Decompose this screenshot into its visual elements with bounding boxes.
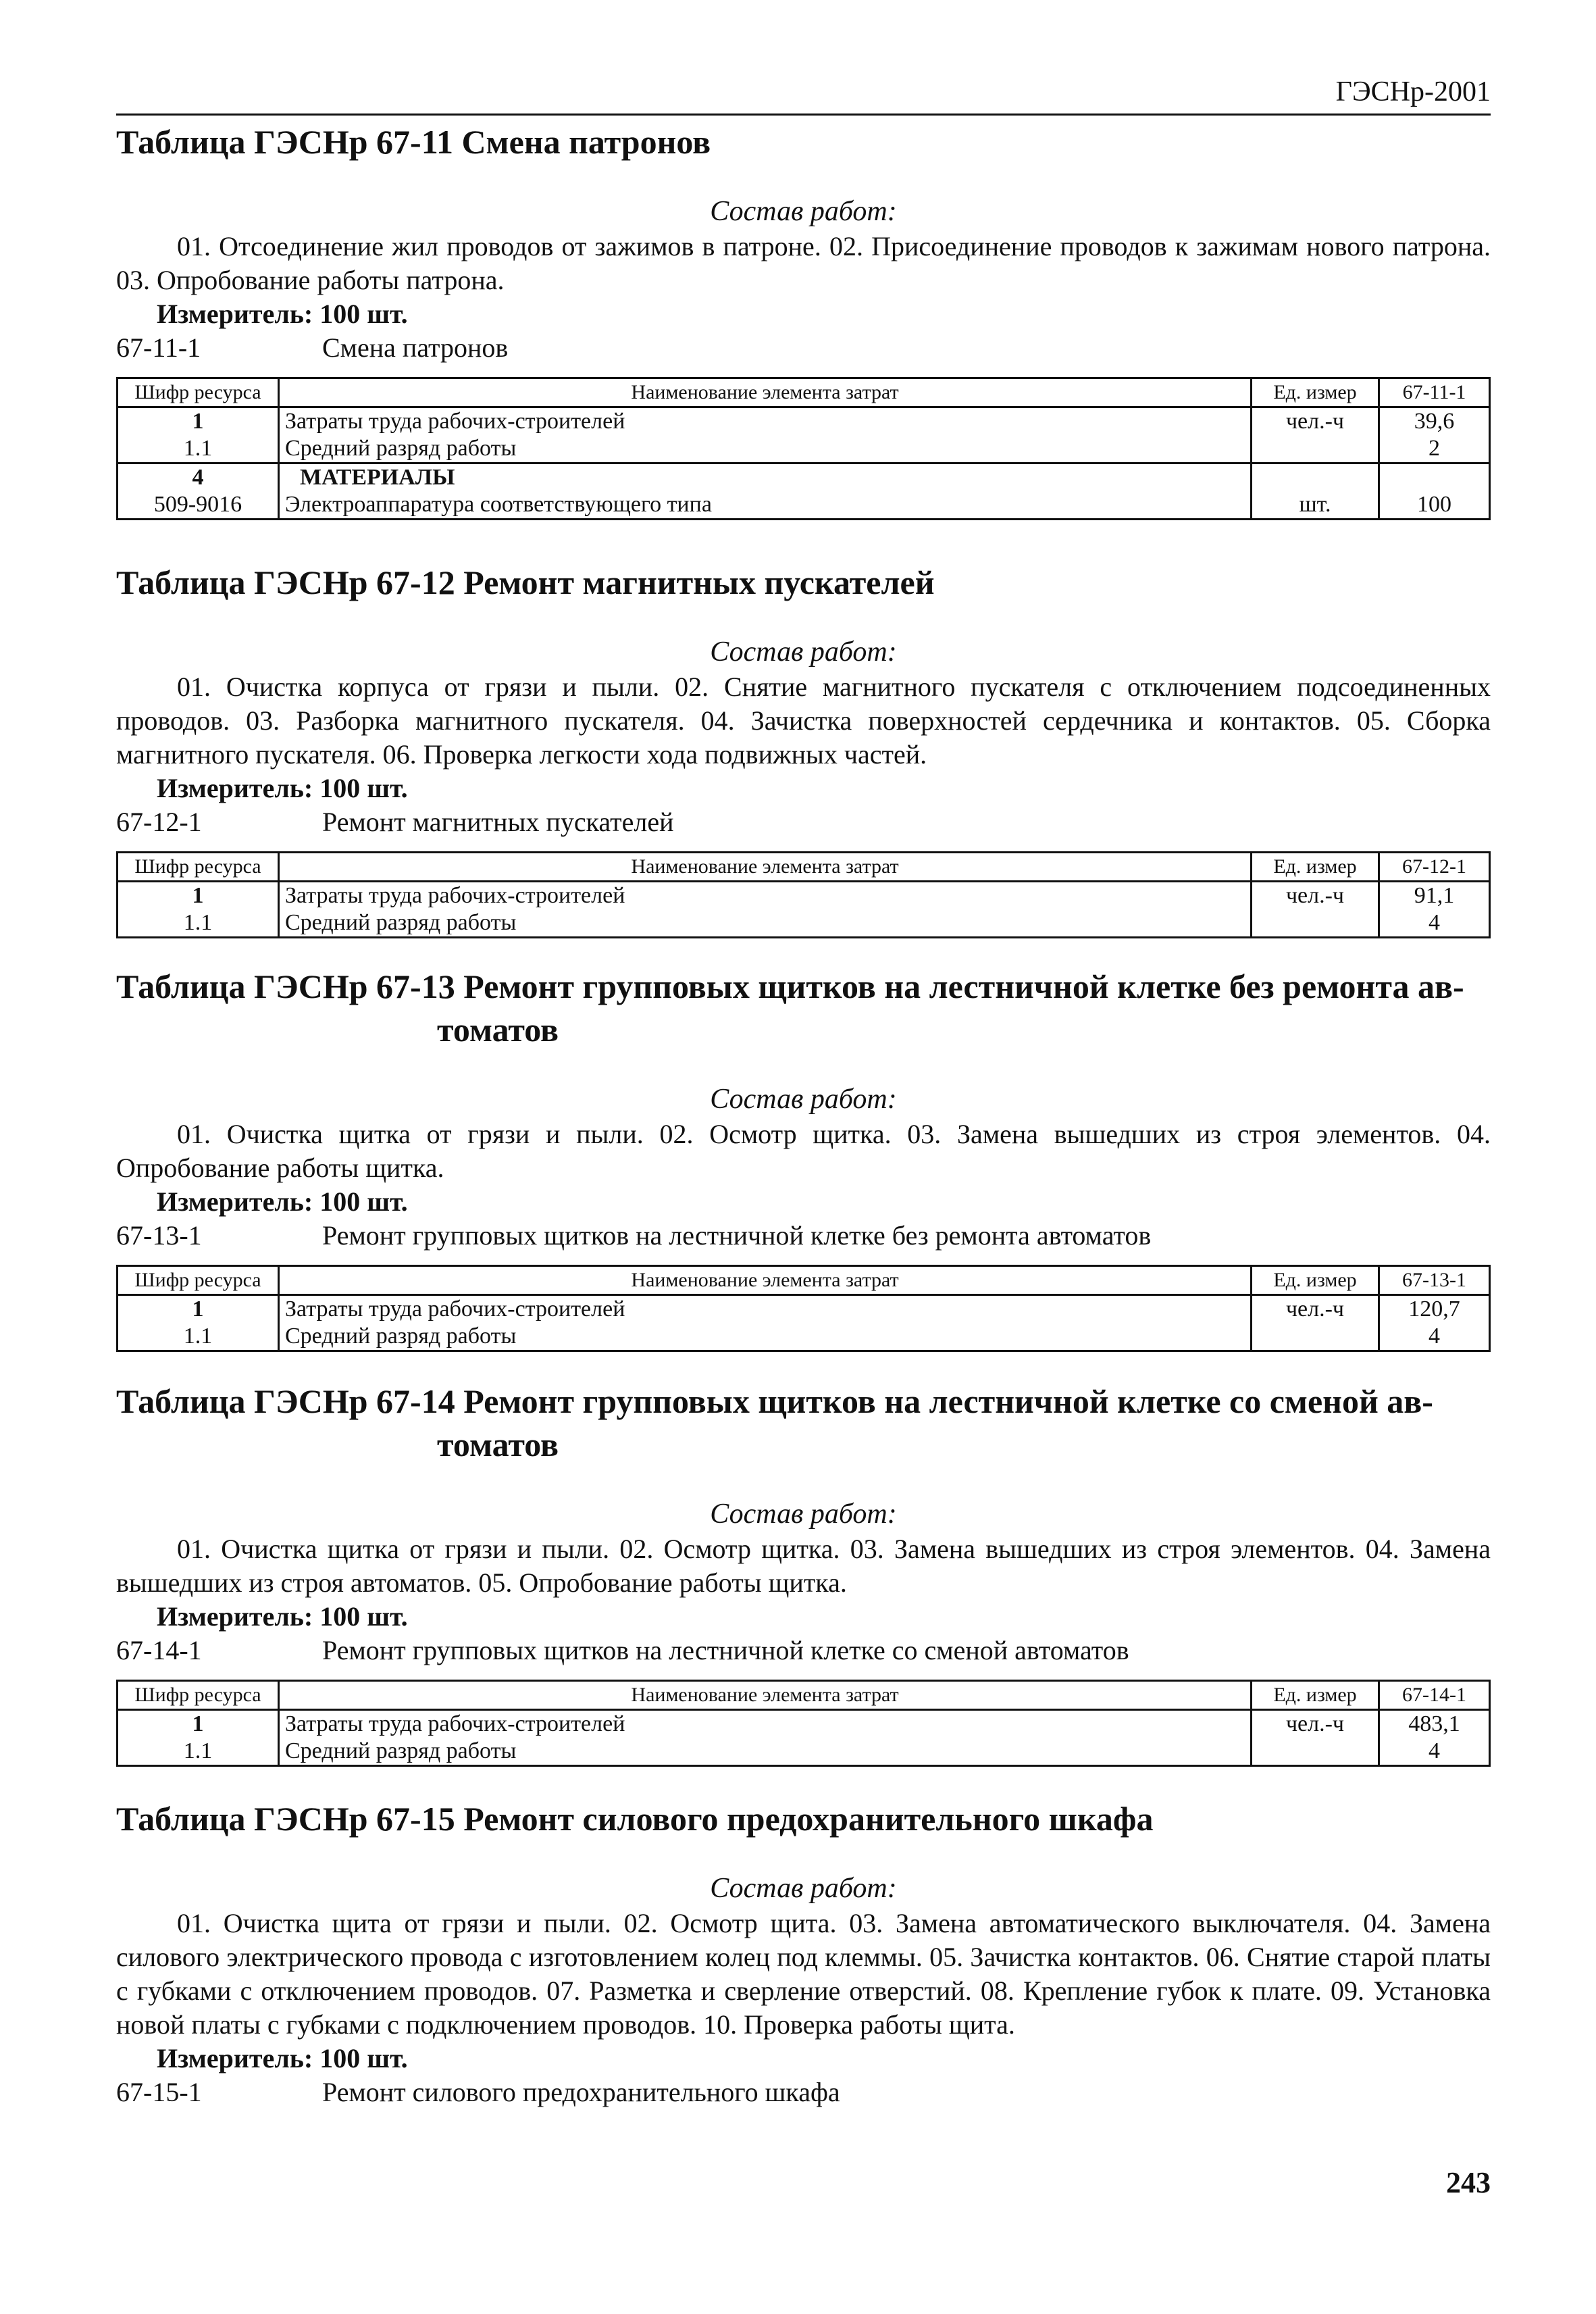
composition-heading: Состав работ: xyxy=(710,1499,897,1530)
section-title-text: Таблица ГЭСНр 67-15 Ремонт силового предохранительного шкафа xyxy=(116,1800,1154,1838)
table-cell: 1 xyxy=(118,1295,279,1324)
header-cell: Шифр ресурса xyxy=(118,853,279,882)
header-cell: Наименование элемента затрат xyxy=(279,1266,1252,1295)
measure-line: Измеритель: 100 шт. xyxy=(157,1186,408,1217)
item-line xyxy=(116,1634,1491,1667)
table-cell xyxy=(1252,1323,1379,1351)
header-cell: Ед. измер xyxy=(1252,1266,1379,1295)
item-name: Ремонт силового предохранительного шкафа xyxy=(322,2077,840,2107)
header-cell: 67-12-1 xyxy=(1379,853,1490,882)
resource-table xyxy=(116,377,1491,520)
section-title xyxy=(116,1797,1491,1840)
section-title xyxy=(116,561,1491,604)
table-row xyxy=(118,491,1490,520)
section-67-14 xyxy=(116,1380,1491,1767)
section-title-text: Таблица ГЭСНр 67-13 Ремонт групповых щитков на лестничной клетке без ремонта ав- xyxy=(116,967,1464,1005)
table-cell xyxy=(1252,435,1379,463)
table-cell: Средний разряд работы xyxy=(279,909,1252,938)
table-cell: 483,1 xyxy=(1379,1710,1490,1738)
resource-table xyxy=(116,1680,1491,1767)
header-cell: 67-11-1 xyxy=(1379,378,1490,407)
table-cell: 1 xyxy=(118,882,279,910)
measure-line: Измеритель: 100 шт. xyxy=(157,773,408,803)
header-cell: Шифр ресурса xyxy=(118,378,279,407)
table-cell: 120,7 xyxy=(1379,1295,1490,1324)
section-title-text: Таблица ГЭСНр 67-12 Ремонт магнитных пускателей xyxy=(116,563,935,601)
item-name: Ремонт магнитных пускателей xyxy=(322,807,674,837)
table-cell: 1.1 xyxy=(118,1738,279,1766)
item-code: 67-13-1 xyxy=(116,1220,202,1251)
item-line xyxy=(116,2076,1491,2109)
table-row xyxy=(118,407,1490,436)
table-row xyxy=(118,909,1490,938)
composition-heading: Состав работ: xyxy=(710,196,897,227)
composition-text: 01. Очистка корпуса от грязи и пыли. 02. Снятие магнитного пускателя с отключением подсоединенных проводов. 03. Разборка магнитного пускателя. 04. Зачистка поверхностей сердечника и контактов. 05. Сборка магнитного пускателя. 06. Проверка легкости хода подвижных частей. xyxy=(116,672,1491,770)
composition-heading: Состав работ: xyxy=(710,1084,897,1115)
table-header-row xyxy=(118,853,1490,882)
running-title: ГЭСНр-2001 xyxy=(1335,76,1491,107)
table-cell xyxy=(1252,463,1379,492)
table-cell: 4 xyxy=(118,463,279,492)
table-cell: 39,6 xyxy=(1379,407,1490,436)
header-cell: 67-13-1 xyxy=(1379,1266,1490,1295)
table-cell: Затраты труда рабочих-строителей xyxy=(279,1295,1252,1324)
item-line xyxy=(116,1219,1491,1253)
composition-text: 01. Отсоединение жил проводов от зажимов в патроне. 02. Присоединение проводов к зажимам нового патрона. 03. Опробование работы патрона. xyxy=(116,231,1491,295)
table-header-row xyxy=(118,1681,1490,1710)
section-title-continuation: томатов xyxy=(437,1426,559,1463)
resource-table xyxy=(116,851,1491,938)
table-cell: МАТЕРИАЛЫ xyxy=(279,463,1252,492)
table-cell: 91,1 xyxy=(1379,882,1490,910)
table-row xyxy=(118,1295,1490,1324)
table-cell: 4 xyxy=(1379,909,1490,938)
table-cell: 1 xyxy=(118,407,279,436)
table-cell: 1 xyxy=(118,1710,279,1738)
item-line xyxy=(116,331,1491,365)
measure-line: Измеритель: 100 шт. xyxy=(157,299,408,329)
section-title xyxy=(116,965,1491,1051)
header-cell: Ед. измер xyxy=(1252,1681,1379,1710)
table-cell: шт. xyxy=(1252,491,1379,520)
header-cell: Шифр ресурса xyxy=(118,1266,279,1295)
table-cell: 509-9016 xyxy=(118,491,279,520)
section-title-text: Таблица ГЭСНр 67-14 Ремонт групповых щитков на лестничной клетке со сменой ав- xyxy=(116,1382,1433,1420)
table-row xyxy=(118,1738,1490,1766)
section-67-15 xyxy=(116,1797,1491,2109)
page-number: 243 xyxy=(1446,2166,1491,2199)
header-rule xyxy=(116,114,1491,116)
item-code: 67-14-1 xyxy=(116,1635,202,1665)
composition-heading: Состав работ: xyxy=(710,1873,897,1904)
header-cell: Ед. измер xyxy=(1252,378,1379,407)
section-67-13 xyxy=(116,965,1491,1352)
composition-heading: Состав работ: xyxy=(710,636,897,668)
table-cell: Затраты труда рабочих-строителей xyxy=(279,1710,1252,1738)
resource-table xyxy=(116,1265,1491,1352)
table-cell: чел.-ч xyxy=(1252,1710,1379,1738)
table-cell: Средний разряд работы xyxy=(279,435,1252,463)
header-cell: Наименование элемента затрат xyxy=(279,1681,1252,1710)
table-cell: чел.-ч xyxy=(1252,407,1379,436)
table-row xyxy=(118,1710,1490,1738)
table-cell: Электроаппаратура соответствующего типа xyxy=(279,491,1252,520)
section-title-text: Таблица ГЭСНр 67-11 Смена патронов xyxy=(116,123,711,161)
composition-text: 01. Очистка щитка от грязи и пыли. 02. Осмотр щитка. 03. Замена вышедших из строя элементов. 04. Замена вышедших из строя автоматов. 05. Опробование работы щитка. xyxy=(116,1534,1491,1598)
table-cell: 1.1 xyxy=(118,909,279,938)
section-title xyxy=(116,120,1491,164)
table-cell: 2 xyxy=(1379,435,1490,463)
composition-text: 01. Очистка щитка от грязи и пыли. 02. Осмотр щитка. 03. Замена вышедших из строя элементов. 04. Опробование работы щитка. xyxy=(116,1119,1491,1183)
table-cell xyxy=(1379,463,1490,492)
table-row xyxy=(118,463,1490,492)
header-cell: Наименование элемента затрат xyxy=(279,853,1252,882)
table-cell: 4 xyxy=(1379,1323,1490,1351)
table-header-row xyxy=(118,378,1490,407)
item-code: 67-12-1 xyxy=(116,807,202,837)
section-title xyxy=(116,1380,1491,1466)
item-code: 67-15-1 xyxy=(116,2077,202,2107)
section-67-12 xyxy=(116,561,1491,938)
table-cell: Затраты труда рабочих-строителей xyxy=(279,407,1252,436)
table-cell: 1.1 xyxy=(118,1323,279,1351)
table-row xyxy=(118,882,1490,910)
item-name: Ремонт групповых щитков на лестничной клетке без ремонта автоматов xyxy=(322,1220,1152,1251)
header-cell: Наименование элемента затрат xyxy=(279,378,1252,407)
header-cell: Шифр ресурса xyxy=(118,1681,279,1710)
table-cell: 4 xyxy=(1379,1738,1490,1766)
table-row xyxy=(118,1323,1490,1351)
header-cell: Ед. измер xyxy=(1252,853,1379,882)
header-cell: 67-14-1 xyxy=(1379,1681,1490,1710)
item-name: Смена патронов xyxy=(322,332,509,363)
table-cell: Затраты труда рабочих-строителей xyxy=(279,882,1252,910)
item-code: 67-11-1 xyxy=(116,332,201,363)
item-name: Ремонт групповых щитков на лестничной клетке со сменой автоматов xyxy=(322,1635,1129,1665)
table-cell: Средний разряд работы xyxy=(279,1323,1252,1351)
table-cell xyxy=(1252,909,1379,938)
section-67-11 xyxy=(116,120,1491,520)
measure-line: Измеритель: 100 шт. xyxy=(157,2043,408,2073)
table-cell: 100 xyxy=(1379,491,1490,520)
table-cell: чел.-ч xyxy=(1252,1295,1379,1324)
composition-text: 01. Очистка щита от грязи и пыли. 02. Осмотр щита. 03. Замена автоматического выключателя. 04. Замена силового электрического провода с изготовлением колец под клеммы. 05. Зачистка контактов. 06. Снятие старой платы с губками с отключением проводов. 07. Разметка и сверление отверстий. 08. Крепление губок к плате. 09. Установка новой платы с губками с подключением проводов. 10. Проверка работы щита. xyxy=(116,1908,1491,2040)
measure-line: Измеритель: 100 шт. xyxy=(157,1601,408,1632)
table-cell: Средний разряд работы xyxy=(279,1738,1252,1766)
item-line xyxy=(116,805,1491,839)
table-row xyxy=(118,435,1490,463)
table-cell: 1.1 xyxy=(118,435,279,463)
table-header-row xyxy=(118,1266,1490,1295)
table-cell xyxy=(1252,1738,1379,1766)
table-cell: чел.-ч xyxy=(1252,882,1379,910)
section-title-continuation: томатов xyxy=(437,1011,559,1049)
